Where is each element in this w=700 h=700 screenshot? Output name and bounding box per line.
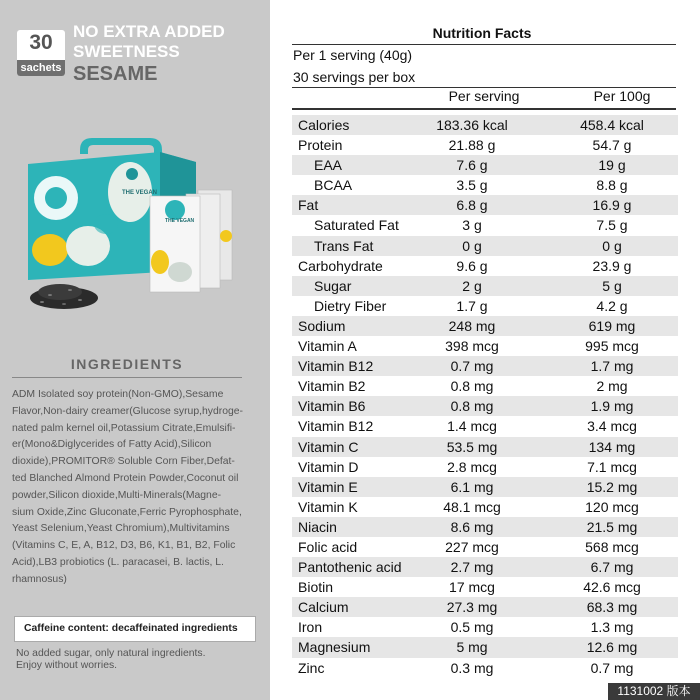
nutrient-name: Calories — [298, 117, 350, 133]
nutrient-name: Vitamin B12 — [298, 418, 374, 435]
value-per-serving: 1.7 g — [456, 297, 488, 314]
nutrient-name: Protein — [298, 137, 343, 154]
nutrient-name: Vitamin A — [298, 338, 357, 355]
value-per-serving: 183.36 kcal — [436, 117, 508, 133]
nutrition-row — [292, 416, 678, 436]
ingredients-line: (Vitamins C, E, A, B12, D3, B6, K1, B1, B2, Folic — [12, 540, 236, 552]
nutrient-name: Sodium — [298, 317, 346, 334]
value-per-serving: 27.3 mg — [446, 599, 498, 616]
nutrition-row — [292, 195, 678, 215]
sachet-count: 30 — [29, 31, 53, 54]
nutrient-name: Trans Fat — [314, 237, 374, 254]
value-per-serving: 398 mcg — [445, 338, 499, 355]
nutrition-row — [292, 637, 678, 657]
value-per-serving: 7.6 g — [456, 157, 488, 174]
value-per-100g: 1.3 mg — [590, 619, 634, 636]
nutrition-row — [292, 477, 678, 497]
ingredients-line: Flavor,Non-dairy creamer(Glucose syrup,hydroge- — [12, 405, 243, 417]
value-per-serving: 8.6 mg — [450, 518, 494, 535]
nutrition-facts-title: Nutrition Facts — [432, 25, 532, 41]
sachet-unit: sachets — [17, 60, 65, 76]
ingredients-line: ted Blanched Almond Protein Powder,Coconut oil — [12, 472, 239, 484]
value-per-100g: 23.9 g — [592, 257, 632, 274]
nutrient-name: Saturated Fat — [314, 217, 399, 234]
value-per-100g: 6.7 mg — [590, 559, 634, 576]
table-top-rule — [292, 108, 676, 110]
ingredients-line: ADM Isolated soy protein(Non-GMO),Sesame — [12, 389, 224, 400]
nutrition-row — [292, 215, 678, 235]
value-per-100g: 120 mcg — [585, 498, 639, 515]
value-per-100g: 16.9 g — [592, 197, 632, 214]
value-per-serving: 3.5 g — [456, 177, 488, 194]
value-per-serving: 48.1 mcg — [443, 498, 501, 515]
nutrition-row — [292, 256, 678, 276]
ingredients-text — [12, 387, 260, 589]
nutrition-row — [292, 155, 678, 175]
value-per-100g: 42.6 mcg — [583, 579, 641, 596]
value-per-100g: 3.4 mcg — [587, 418, 637, 435]
nutrition-row — [292, 537, 678, 557]
value-per-serving: 6.8 g — [456, 197, 488, 214]
ingredients-line: dioxide),PROMITOR® Soluble Corn Fiber,Defat- — [12, 456, 235, 468]
col-header-per-100g: Per 100g — [593, 88, 651, 104]
nutrition-row — [292, 376, 678, 396]
value-per-100g: 15.2 mg — [586, 478, 638, 495]
ingredients-line: sium Oxide,Zinc Gluconate,Ferric Pyrophosphate, — [12, 506, 242, 518]
value-per-serving: 0.5 mg — [450, 619, 494, 636]
nutrient-name: Vitamin B12 — [298, 358, 374, 375]
nutrition-row — [292, 457, 678, 477]
value-per-serving: 9.6 g — [456, 257, 488, 274]
value-per-serving: 0.3 mg — [450, 659, 494, 676]
value-per-100g: 68.3 mg — [586, 599, 638, 616]
nutrient-name: Biotin — [298, 579, 334, 596]
ingredients-line: Acid),LB3 probiotics (L. paracasei, B. lactis, L. — [12, 556, 224, 568]
ingredients-line: rhamnosus) — [12, 573, 67, 585]
nutrient-name: Vitamin C — [298, 438, 359, 455]
nutrition-row — [292, 336, 678, 356]
ingredients-line: er(Mono&Diglycerides of Fatty Acid),Silicon — [12, 439, 212, 451]
value-per-serving: 248 mg — [448, 317, 496, 334]
value-per-100g: 995 mcg — [585, 338, 639, 355]
nutrient-name: Calcium — [298, 599, 349, 616]
nutrition-row — [292, 597, 678, 617]
product-image — [20, 132, 265, 317]
nutrient-name: Vitamin B6 — [298, 398, 366, 415]
nutrient-name: Zinc — [298, 659, 325, 676]
ingredients-divider — [12, 377, 242, 378]
value-per-100g: 0 g — [602, 237, 622, 254]
sachet-count-badge — [17, 30, 65, 76]
value-per-serving: 3 g — [462, 217, 482, 234]
nutrient-name: Vitamin E — [298, 478, 358, 495]
nutrition-row — [292, 396, 678, 416]
nutrient-name: Sugar — [314, 277, 352, 294]
ingredients-line: nated palm kernel oil,Potassium Citrate,Emulsifi- — [12, 422, 236, 434]
nutrition-row — [292, 617, 678, 637]
value-per-100g: 8.8 g — [596, 177, 628, 194]
value-per-serving: 0.8 mg — [450, 398, 494, 415]
nutrient-name: Iron — [298, 619, 323, 636]
nutrition-row — [292, 296, 678, 316]
value-per-100g: 1.7 mg — [590, 358, 634, 375]
value-per-serving: 6.1 mg — [450, 478, 494, 495]
headline-line-2: SWEETNESS — [73, 42, 180, 61]
value-per-100g: 134 mg — [588, 438, 636, 455]
nutrition-row — [292, 236, 678, 256]
nutrition-row — [292, 437, 678, 457]
value-per-serving: 21.88 g — [448, 137, 496, 154]
headline — [73, 22, 263, 62]
nutrient-name: Dietry Fiber — [314, 297, 387, 314]
value-per-serving: 2 g — [462, 277, 482, 294]
value-per-100g: 7.1 mcg — [587, 458, 637, 475]
nutrition-row — [292, 658, 678, 678]
nutrition-row — [292, 577, 678, 597]
sugar-note — [16, 648, 261, 672]
version-label: 1131002 版本 — [608, 683, 700, 700]
value-per-100g: 0.7 mg — [590, 659, 634, 676]
value-per-100g: 4.2 g — [596, 297, 628, 314]
value-per-serving: 17 mcg — [449, 579, 495, 596]
serving-size: Per 1 serving (40g) — [293, 47, 413, 63]
value-per-100g: 619 mg — [588, 317, 636, 334]
box-brand-text: THE VEGAN — [122, 190, 158, 196]
col-header-per-serving: Per serving — [448, 88, 520, 104]
value-per-serving: 0.7 mg — [450, 358, 494, 375]
ingredients-line: Yeast Selenium,Yeast Chromium),Multivitamins — [12, 523, 230, 535]
value-per-serving: 53.5 mg — [446, 438, 498, 455]
headline-line-1: NO EXTRA ADDED — [73, 22, 225, 41]
value-per-serving: 1.4 mcg — [447, 418, 497, 435]
nutrition-row — [292, 276, 678, 296]
nutrition-row — [292, 356, 678, 376]
value-per-serving: 0 g — [462, 237, 482, 254]
sachet-brand-text: THE VEGAN — [165, 218, 195, 224]
nutrient-name: Vitamin D — [298, 458, 359, 475]
caffeine-info: Caffeine content: decaffeinated ingredients — [14, 616, 256, 642]
value-per-serving: 5 mg — [456, 639, 488, 656]
value-per-serving: 2.7 mg — [450, 559, 494, 576]
nutrient-name: EAA — [314, 157, 343, 174]
nutrition-row — [292, 115, 678, 135]
sesame-seeds-icon — [30, 284, 98, 309]
nutrient-name: Vitamin B2 — [298, 378, 366, 395]
nutrition-row — [292, 316, 678, 336]
sugar-note-line-1: No added sugar, only natural ingredients. — [16, 648, 206, 659]
value-per-serving: 227 mcg — [445, 538, 499, 555]
nutrition-row — [292, 497, 678, 517]
nutrient-name: Pantothenic acid — [298, 559, 402, 576]
nutrient-name: Vitamin K — [298, 498, 358, 515]
value-per-100g: 12.6 mg — [586, 639, 638, 656]
nutrient-name: Niacin — [298, 518, 337, 535]
nutrition-facts-panel — [288, 0, 678, 700]
value-per-100g: 458.4 kcal — [580, 117, 644, 133]
title-rule — [292, 44, 676, 45]
flavor-name: SESAME — [73, 63, 158, 85]
nutrition-table — [292, 115, 678, 678]
value-per-serving: 0.8 mg — [450, 378, 494, 395]
value-per-100g: 1.9 mg — [590, 398, 634, 415]
nutrient-name: Carbohydrate — [298, 257, 383, 274]
value-per-100g: 7.5 g — [596, 217, 628, 234]
nutrition-row — [292, 517, 678, 537]
sachet-packs — [150, 190, 232, 292]
nutrient-name: Magnesium — [298, 639, 371, 656]
nutrition-row — [292, 175, 678, 195]
nutrient-name: BCAA — [314, 177, 353, 194]
value-per-100g: 19 g — [598, 157, 626, 174]
value-per-100g: 21.5 mg — [586, 518, 638, 535]
value-per-100g: 568 mcg — [585, 538, 639, 555]
product-info-panel — [0, 0, 270, 700]
value-per-100g: 5 g — [602, 277, 622, 294]
sugar-note-line-2: Enjoy without worries. — [16, 660, 118, 671]
nutrient-name: Folic acid — [298, 538, 358, 555]
nutrition-row — [292, 135, 678, 155]
nutrient-name: Fat — [298, 197, 319, 214]
servings-per-box: 30 servings per box — [293, 69, 416, 85]
value-per-100g: 2 mg — [596, 378, 628, 395]
value-per-serving: 2.8 mcg — [447, 458, 497, 475]
ingredients-line: powder,Silicon dioxide,Multi-Minerals(Magne- — [12, 489, 222, 501]
value-per-100g: 54.7 g — [592, 137, 632, 154]
ingredients-title: INGREDIENTS — [70, 356, 184, 372]
nutrition-row — [292, 557, 678, 577]
